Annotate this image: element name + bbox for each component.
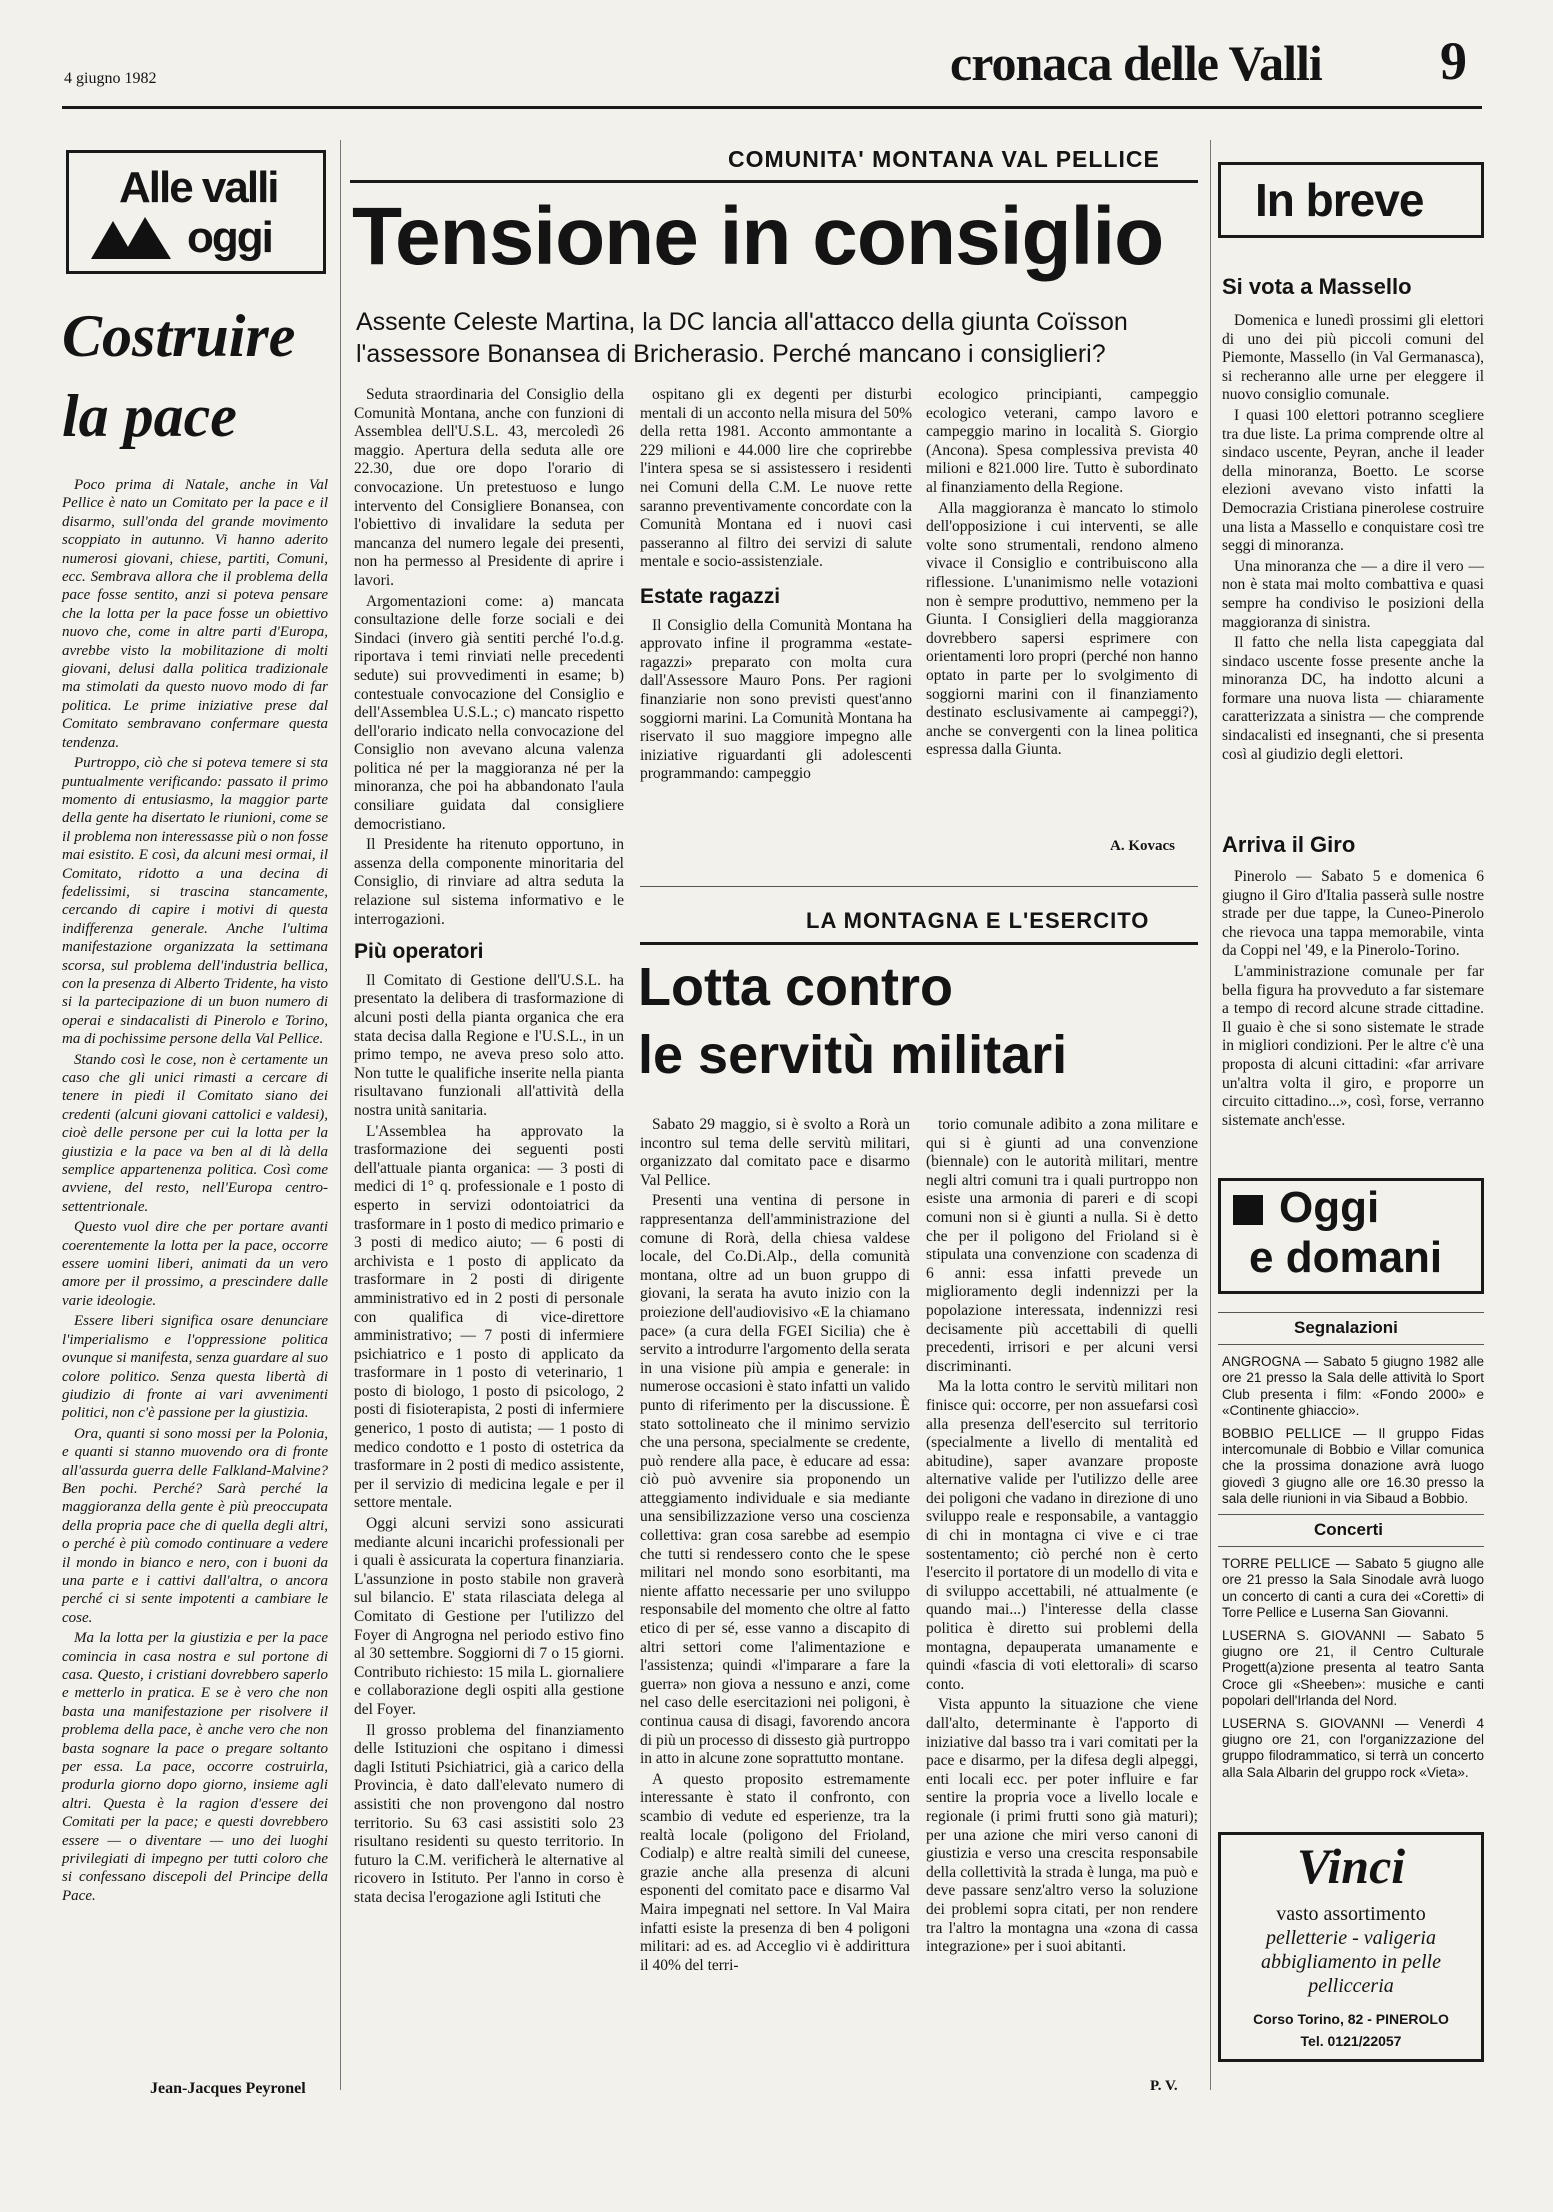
vinci-ad — [1218, 1832, 1484, 2062]
list-item: LUSERNA S. GIOVANNI — Sabato 5 giugno ore 21, il Centro Culturale Progett(a)zione presenta al teatro Santa Croce gli «Sheeben»: musiche e canti popolari dell'Irlanda del Nord. — [1222, 1627, 1484, 1709]
segnalazioni-rule-2 — [1218, 1344, 1484, 1345]
segnalazioni-rule — [1218, 1312, 1484, 1313]
left-signature: Jean-Jacques Peyronel — [150, 2080, 306, 2097]
paragraph: Purtroppo, ciò che si poteva temere si sta puntualmente verificando: passato il primo momento di entusiasmo, la maggior parte della gente ha disertato le riunioni, come se il problema non interessasse più o non fosse mai esistito. E così, da alcuni mesi ormai, il Comitato, ridotto a una decina di fedelissimi, si trascina stancamente, cercando di capire i motivi di questa indifferenza generale. Anche l'ultima manifestazione organizzata la settimana scorsa, sul problema dell'industria bellica, con la presenza di Alberto Tridente, ha visto si la partecipazione di un buon numero di operai e sindacalisti di Pinerolo e Torino, ma di pochissime persone della Val Pellice. — [62, 755, 328, 1048]
paragraph: Questo vuol dire che per portare avanti coerentemente la lotta per la pace, occorre essere uomini liberi, animati da un vero amore per il prossimo, a prescindere dalle varie ideologie. — [62, 1219, 328, 1309]
paragraph: Vista appunto la situazione che viene dall'alto, determinante è l'apporto di iniziative dal basso tra i vari comitati per la pace e disarmo, per la difesa degli alpeggi, enti locali ecc. per poter influire e far sentire la propria voce a livello locale e regionale (i primi frutti sono già maturi); per una azione che miri verso canoni di giustizia e verso una crescita responsabile della collettività la strada è lunga, ma può e deve passare senz'altro verso la soluzione dei problemi sopra citati, per non rendere tra l'altro la montagna una «zona di cassa integrazione» per i suoi abitanti. — [926, 1696, 1198, 1956]
masthead-rule — [62, 106, 1482, 109]
left-article-body — [62, 476, 328, 1907]
subhead-piu-operatori: Più operatori — [354, 940, 484, 964]
column-divider-right — [1210, 140, 1211, 2090]
segnalazioni-list — [1222, 1354, 1484, 1514]
paragraph: Ma la lotta contro le servitù militari non finisce qui: occorre, per non assuefarsi così alla presenza dell'esercito sul territorio (specialmente a livello di mentalità ed abitudine), saper avanzare proposte alternative valide per l'utilizzo delle aree dei poligoni che vadano in direzione di uno sviluppo reale e responsabile, a vantaggio di chi in montagna ci vive e ci trae sostentamento; ciò perché non è certo l'esercito il portatore di un modello di vita e di sviluppo accettabili, né attualmente (e quando mai...) l'interesse della classe politica è diretto sui problemi della montagna, depauperata umanamente e quindi «fascia di voti elettorali» di scarso conto. — [926, 1378, 1198, 1693]
paragraph: ecologico principianti, campeggio ecologico veterani, campo lavoro e campeggio marino in località S. Giorgio (Ancona). Spesa complessiva prevista 40 milioni e 821.000 lire. Tutto è subordinato al finanziamento della Regione. — [926, 386, 1198, 496]
paragraph: Il Presidente ha ritenuto opportuno, in assenza della componente minoritaria del Consiglio, di rinviare ad altra seduta la relazione sul sistema informativo e le interrogazioni. — [354, 836, 624, 928]
list-item: TORRE PELLICE — Sabato 5 giugno alle ore 21 presso la Sala Sinodale avrà luogo un concerto di canti a cura dei «Coretti» di Torre Pellice e Luserna San Giovanni. — [1222, 1556, 1484, 1621]
paragraph: A questo proposito estremamente interessante è stato il confronto, con scambio di vedute ed esperienze, tra la realtà locale (poligono del Frioland, Codialp) e altre realtà simili del cuneese, grazie anche alla presenza di alcuni esponenti del comitato pace e disarmo Val Maira impegnati nel settore. In Val Maira infatti esiste la presenza di ben 4 poligoni militari: ad es. ad Acceglio vi è addirittura il 40% del terri- — [640, 1770, 910, 1974]
paragraph: L'amministrazione comunale per far bella figura ha provveduto a far sistemare a tempo di record alcune strade cittadine. Il guaio è che si sono sistemate le strade in migliori condizioni. Per le altre c'è una proposta di alcuni cittadini: «far arrivare un'altra volta il giro, e proporre un circuito cittadino...», così, forse, verranno sistemate anch'esse. — [1222, 962, 1484, 1129]
main-kicker: COMUNITA' MONTANA VAL PELLICE — [728, 146, 1160, 172]
second-col-2 — [926, 1116, 1198, 1959]
subhead-estate-ragazzi: Estate ragazzi — [640, 584, 781, 608]
paragraph: Oggi alcuni servizi sono assicurati mediante alcuni incarichi professionali per i quali è assicurata la copertura finanziaria. L'assunzione in posto stabile non graverà sul bilancio. E' stata rilasciata delega al Comitato di Gestione per l'utilizzo del Foyer di Angrogna nel periodo estivo fino al 30 settembre. Soggiorni di 7 o 15 giorni. Contributo richiesto: 15 mila L. giornaliere e collaborazione degli ospiti alla gestione del Foyer. — [354, 1515, 624, 1718]
paragraph: Il fatto che nella lista capeggiata dal sindaco uscente fosse presente anche la minoranza DC, ha indotto alcuni a formare una nuova lista — chiaramente caratterizzata a sinistra — che comprende sindacalisti ed insegnanti, che si presenta così al giudizio degli elettori. — [1222, 634, 1484, 763]
ad-line-4: pellicceria — [1308, 1975, 1394, 1997]
paragraph: Stando così le cose, non è certamente un caso che gli unici rimasti a cercare di tenere in piedi il Comitato siano dei credenti (alcuni giovani cattolici e valdesi), cioè delle persone per cui la lotta per la giustizia e la pace va ben al di là della semplice appartenenza politica. Così come avviene, del resto, nell'Europa centro-settentrionale. — [62, 1051, 328, 1215]
paragraph: Poco prima di Natale, anche in Val Pellice è nato un Comitato per la pace e il disarmo, sull'onda del grande movimento scoppiato in autunno. Vi hanno aderito numerosi giovani, chiese, partiti, Comuni, ecc. Sembrava allora che il problema della pace fosse sentito, anzi si poteva pensare che la lotta per la pace fosse un obiettivo nuovo che, come in altre parti d'Europa, avrebbe visto la mobilitazione di molti giovani, delusi dalla politica tradizionale ma stimolati da questo nuovo modo di far politica. Le prime iniziative prese dal Comitato sembravano confermare questa tendenza. — [62, 477, 328, 751]
paragraph: Alla maggioranza è mancato lo stimolo dell'opposizione i cui interventi, se alle volte sono strumentali, rendono almeno vivace il Consiglio e contribuiscono alla riflessione. L'unanimismo nelle votazioni non è sempre produttivo, nemmeno per la Giunta. I Consiglieri della maggioranza dovrebbero sapersi esprimere con orientamenti loro propri (perché non hanno optato in parte per lo svolgimento di soggiorni marini con il finanziamento destinato esclusivamente ai campeggi?), anche se convergenti con la linea politica espressa dalla Giunta. — [926, 499, 1198, 759]
ad-phone: Tel. 0121/22057 — [1300, 2033, 1402, 2049]
massello-text — [1222, 312, 1484, 766]
paragraph: Essere liberi significa osare denunciare l'imperialismo e l'oppressione politica ovunque si manifesta, senza guardare al suo colore politico. Senza questa libertà di giudizio di fronte ai vari avvenimenti politici, non c'è passione per la giustizia. — [62, 1313, 328, 1422]
paragraph: Una minoranza che — a dire il vero — non è stata mai molto combattiva e quasi sempre ha condiviso le posizioni della maggioranza di sinistra. — [1222, 557, 1484, 631]
main-deck: Assente Celeste Martina, la DC lancia all'attacco della giunta Coïsson l'assessore Bonansea di Bricherasio. Perché mancano i consiglieri? — [356, 308, 1128, 368]
ad-line-1: vasto assortimento — [1276, 1903, 1426, 1925]
main-headline: Tensione in consiglio — [352, 191, 1164, 282]
column-divider-left — [340, 140, 341, 2090]
ad-line-3: abbigliamento in pelle — [1261, 1951, 1441, 1973]
square-bullet-icon — [1233, 1195, 1263, 1225]
giro-text — [1222, 868, 1484, 1132]
second-kicker-rule — [640, 942, 1198, 945]
second-article-top-rule — [640, 886, 1198, 887]
second-signature: P. V. — [1150, 2078, 1178, 2094]
newspaper-title: cronaca delle Valli — [950, 35, 1322, 91]
paragraph: Argomentazioni come: a) mancata consultazione delle forze sociali e dei Sindaci (invero già sentiti perché l'o.d.g. riportava i temi rinviati nelle precedenti sedute) sui provvedimenti in esame; b) contestuale convocazione del Consiglio e dell'Assemblea U.S.L.; c) mancato rispetto dell'orario indicato nella convocazione del Consiglio non avevano alcuna valenza politica né per la maggioranza né per la minoranza, che poi ha abbandonato l'aula consiliare guidata dal consigliere democristiano. — [354, 592, 624, 833]
paragraph: Sabato 29 maggio, si è svolto a Rorà un incontro sul tema delle servitù militari, organizzato dal comitato pace e disarmo Val Pellice. — [640, 1116, 910, 1189]
ad-line-2: pelletterie - valigeria — [1266, 1927, 1436, 1949]
paragraph: Seduta straordinaria del Consiglio della Comunità Montana, anche con funzioni di Assemblea dell'U.S.L. 43, mercoledì 26 maggio. Apertura della seduta alle ore 22.30, due ore dopo l'orario di convocazione. Un pretestuoso e lungo intervento del Consigliere Bonansea, con l'obiettivo di invalidare la seduta per mancanza del numero legale dei presenti, non ha permesso al Presidente di aprire i lavori. — [354, 386, 624, 589]
paragraph: Domenica e lunedì prossimi gli elettori di uno dei più piccoli comuni del Piemonte, Massello (in Val Germanasca), si recheranno alle urne per eleggere il nuovo consiglio comunale. — [1222, 312, 1484, 404]
ad-brand: Vinci — [1296, 1838, 1406, 1894]
in-breve-box — [1218, 162, 1484, 238]
concerti-rule — [1218, 1514, 1484, 1515]
kicker-rule — [350, 180, 1198, 183]
e-domani-label: e domani — [1249, 1233, 1443, 1282]
main-col-2 — [640, 386, 912, 786]
paragraph: Presenti una ventina di persone in rappresentanza dell'amministrazione del comune di Rorà, della chiesa valdese locale, del Co.Di.Alp., della comunità montana, oltre ad un buon gruppo di giovani, la serata ha avuto inizio con la proiezione dell'audiovisivo «E la chiamano pace» (a cura della FGEI Sicilia) che è servito a introdurre l'argomento della serata in una visione più ampia e generale: in numerose occasioni è stato infatti un valido punto di riferimento per la discussione. È stato sottolineato che il minimo servizio che una persona, specialmente se credente, può rendere alla pace, è educare ad essa: ciò può avvenire sia proponendo un atteggiamento individuale e sia mediante una sensibilizzazione verso una coscienza collettiva: gran cosa sarebbe ad esempio che tutti si rendessero conto che le spese militari nel mondo sono esorbitanti, ma niente affatto necessarie per uno sviluppo responsabile del momento che oltre al fatto etico di per sé, esse vanno a discapito di altri settori come l'alimentazione e l'assistenza; quindi «l'imparare a fare la guerra» non giova a nessuno e anzi, come nel caso delle esercitazioni nei poligoni, è continua causa di disagi, favorendo ancora di più un processo di dissesto già purtroppo in atto in alcune zone soprattutto montane. — [640, 1192, 910, 1768]
oggi-e-domani-box — [1218, 1178, 1484, 1294]
mountains-icon — [91, 217, 171, 264]
giro-title: Arriva il Giro — [1222, 832, 1356, 857]
paragraph: Il Consiglio della Comunità Montana ha approvato infine il programma «estate-ragazzi» preparato con molta cura dall'Assessore Mauro Pons. Per ragioni finanziarie non sono previsti quest'anno soggiorni marini. La Comunità Montana ha riservato il suo maggiore impegno alle iniziative riguardanti gli adolescenti programmando: campeggio — [640, 616, 912, 783]
paragraph: Il Comitato di Gestione dell'U.S.L. ha presentato la delibera di trasformazione di alcuni posti della pianta organica che era stata decisa dalla Regione e l'U.S.L., in un primo tempo, ne aveva preso solo atto. Non tutte le qualifiche inserite nella pianta risultavano funzionali all'attività della nostra unità sanitaria. — [354, 971, 624, 1119]
concerti-rule-2 — [1218, 1546, 1484, 1547]
page-date: 4 giugno 1982 — [64, 70, 157, 87]
main-signature: A. Kovacs — [1110, 838, 1175, 854]
segnalazioni-title: Segnalazioni — [1294, 1318, 1398, 1337]
paragraph: ospitano gli ex degenti per disturbi mentali di un acconto nella misura del 50% della retta 1981. Acconto ammontante a 229 milioni e 44.000 lire che coprirebbe l'intera spesa se si assistessero i residenti nei Comuni della C.M. Le nuove rette saranno preventivamente concordate con la Comunità Montana ed i nuovi casi passeranno al filtro dei servizi di salute mentale e socio-assistenziale. — [640, 386, 912, 571]
main-col-3 — [926, 386, 1198, 762]
paragraph: I quasi 100 elettori potranno scegliere tra due liste. La prima comprende oltre al sindaco uscente, Peyran, anche il leader della minoranza, Boetto. Le scorse elezioni avevano visto infatti la Democrazia Cristiana pinerolese costruire una lista a Massello e conquistare così tre seggi di minoranza. — [1222, 406, 1484, 555]
left-title-2: la pace — [62, 383, 237, 449]
second-headline-2: le servitù militari — [638, 1025, 1068, 1085]
paragraph: Il grosso problema del finanziamento delle Istituzioni che ospitano i dimessi dagli Istituti Psichiatrici, già a carico della Provincia, è dato dall'elevato numero di assistiti che non provengono dal nostro territorio. Su 63 casi assistiti solo 23 risultano residenti su questo territorio. In futuro la C.M. verificherà le alternative al ricovero in Istituto. Per l'anno in corso è stata decisa l'erogazione agli Istituti che — [354, 1721, 624, 1906]
oggi-label: Oggi — [1279, 1183, 1380, 1232]
alle-valli-box — [66, 150, 326, 274]
main-col-1 — [354, 386, 624, 1910]
second-kicker: LA MONTAGNA E L'ESERCITO — [806, 908, 1150, 933]
second-col-1 — [640, 1116, 910, 1977]
list-item: LUSERNA S. GIOVANNI — Venerdì 4 giugno ore 21, con l'organizzazione del gruppo filodrammatico, si terrà un concerto alla Sala Albarin del gruppo rock «Vieta». — [1222, 1715, 1484, 1780]
ad-address: Corso Torino, 82 - PINEROLO — [1253, 2011, 1449, 2027]
list-item: BOBBIO PELLICE — Il gruppo Fidas intercomunale di Bobbio e Villar comunica che la prossima donazione avrà luogo giovedì 3 giugno alle ore 16.30 presso la sala delle riunioni in via Sibaud a Bobbio. — [1222, 1425, 1484, 1507]
paragraph: torio comunale adibito a zona militare e qui si è giunti ad una convenzione (biennale) con le autorità militari, mentre negli altri comuni tra i quali purtroppo non esiste una armonia di pareri e di scopi comuni non si è giunti a nulla. Si è detto che per il poligono del Frioland si è stipulata una convenzione con scadenza di 6 anni: essa infatti prevede un miglioramento degli indennizzi per la popolazione interessata, indennizzi resi decisamente più accettabili di quelli precedenti, irrisori e per alcuni versi discriminanti. — [926, 1116, 1198, 1375]
concerti-title: Concerti — [1314, 1520, 1383, 1539]
paragraph: Ma la lotta per la giustizia e per la pace comincia in casa nostra e sul portone di casa. Questo, i cristiani dovrebbero saperlo e metterlo in pratica. E se è vero che non basta una manifestazione per risolvere il problema della pace, è anche vero che non basta sognare la pace o pregare soltanto per essa. La pace, occorre costruirla, produrla giorno dopo giorno, insieme agli altri. Questa è la ragion d'essere dei Comitati per la pace; e questi dovrebbero essere — o diventare — uno dei luoghi privilegiati di impegno per tutti coloro che si confessano discepoli del Principe della Pace. — [62, 1630, 328, 1904]
box-label-alle-valli: Alle valli — [119, 163, 278, 212]
box-label-oggi: oggi — [187, 213, 272, 262]
list-item: ANGROGNA — Sabato 5 giugno 1982 alle ore 21 presso la Sala delle attività lo Sport Club presenta i film: «Fondo 2000» e «Continente ghiaccio». — [1222, 1354, 1484, 1419]
massello-title: Si vota a Massello — [1222, 274, 1412, 299]
in-breve-label: In breve — [1255, 174, 1424, 226]
paragraph: Pinerolo — Sabato 5 e domenica 6 giugno il Giro d'Italia passerà sulle nostre strade per due tappe, la Cuneo-Pinerolo che rievoca una tappa memorabile, vinta da Coppi nel '49, e la Pinerolo-Torino. — [1222, 868, 1484, 960]
second-headline-1: Lotta contro — [638, 957, 953, 1017]
concerti-list — [1222, 1556, 1484, 1787]
paragraph: L'Assemblea ha approvato la trasformazione dei seguenti posti dell'attuale pianta organica: — 3 posti di medici di 1° q. professionale e 1 posto di esperto in servizi odontoiatrici da trasformare in 1 posto di medico primario e 3 posti di medico aiuto; — 6 posti di archivista e 1 posto di applicato da trasformare in 2 posti di dirigente amministrativo ed in 2 posti di personale con qualifica di vice-direttore amministrativo; — 7 posti di infermiere psichiatrico e 1 posto di applicato da trasformare in 1 posto di veterinario, 1 posto di biologo, 1 posto di psicologo, 2 posti di fisioterapista, 2 posti di infermiere generico, 1 posto di autista; — 1 posto di medico condotto e 1 posto di ostetrica da trasformare in 2 posti di medico assistente, per il servizio di medicina legale e per il settore mentale. — [354, 1122, 624, 1512]
left-title-1: Costruire — [62, 303, 296, 369]
page-number: 9 — [1440, 31, 1467, 91]
paragraph: Ora, quanti si sono mossi per la Polonia, e quanti si stanno muovendo ora di fronte all'assurda guerra delle Falkland-Malvine? Ben pochi. Perché? Sarà perché la maggioranza della gente è più preoccupata della propria pace che di quella degli altri, o perché è più comodo continuare a vedere il mondo in bianco e nero, con i buoni da una parte e i cattivi dall'altra, o ancora perché ci si sente impotenti a cambiare le cose. — [62, 1425, 328, 1626]
